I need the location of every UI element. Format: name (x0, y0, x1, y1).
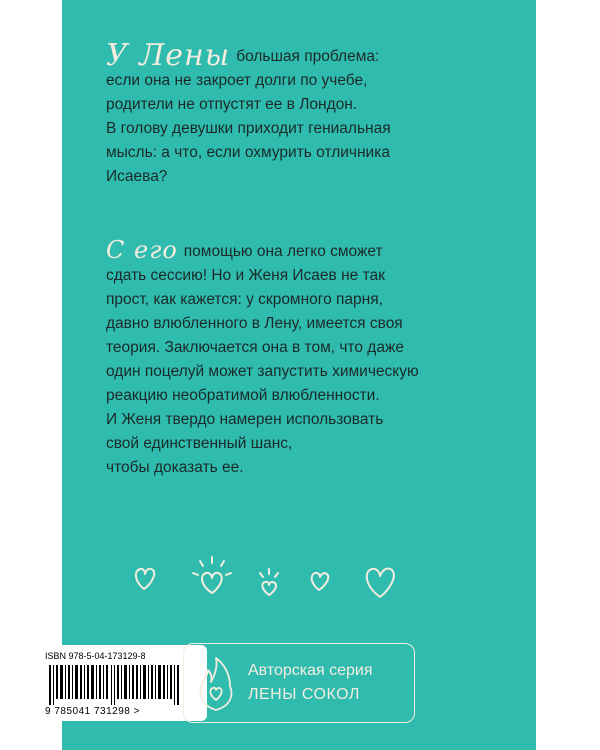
barcode-icon (45, 665, 195, 705)
hearts-decoration (130, 545, 470, 615)
script-lead-1: У Лены (106, 38, 231, 73)
script-lead-2: С его (106, 236, 178, 264)
blurb-line: теория. Заключается она в том, что даже (106, 339, 404, 356)
blurb-line: сдать сессию! Но и Женя Исаев не так (106, 267, 385, 284)
blurb-line: В голову девушки приходит гениальная (106, 120, 391, 137)
sparkle-heart-icon (193, 557, 231, 593)
author-series-badge (183, 643, 415, 723)
heart-icon (367, 569, 394, 597)
blurb-paragraph-2 (106, 236, 506, 480)
isbn-label: ISBN 978-5-04-173129-8 (45, 651, 146, 661)
blurb-line: давно влюбленного в Лену, имеется своя (106, 315, 403, 332)
blurb-line: родители не отпустят ее в Лондон. (106, 96, 358, 113)
blurb-line: Исаева? (106, 168, 168, 185)
blurb-line (106, 38, 506, 73)
barcode-digits: 9 785041 731298 > (45, 706, 140, 717)
book-back-cover (62, 0, 536, 750)
isbn-barcode-box (37, 645, 207, 721)
blurb-line: если она не закроет долги по учебе, (106, 72, 368, 89)
series-title: Авторская серия (248, 662, 373, 679)
blurb-line: свой единственный шанс, (106, 435, 293, 452)
blurb-line: чтобы доказать ее. (106, 459, 244, 476)
blurb-line-text: большая проблема: (236, 48, 380, 65)
blurb-line: один поцелуй может запустить химическую (106, 363, 419, 380)
flame-heart-icon (194, 654, 238, 712)
series-author: ЛЕНЫ СОКОЛ (248, 686, 360, 703)
blurb-paragraph-1 (106, 40, 506, 189)
blurb-line-text: помощью она легко сможет (183, 243, 383, 260)
blurb-line: реакцию необратимой влюбленности. (106, 387, 380, 404)
blurb-line: мысль: а что, если охмурить отличника (106, 144, 390, 161)
heart-icon (136, 569, 154, 589)
heart-icon (312, 573, 329, 590)
blurb-line: прост, как кажется: у скромного парня, (106, 291, 383, 308)
sparkle-heart-icon (260, 569, 278, 595)
blurb-line: И Женя твердо намерен использовать (106, 411, 384, 428)
blurb-line (106, 236, 506, 264)
